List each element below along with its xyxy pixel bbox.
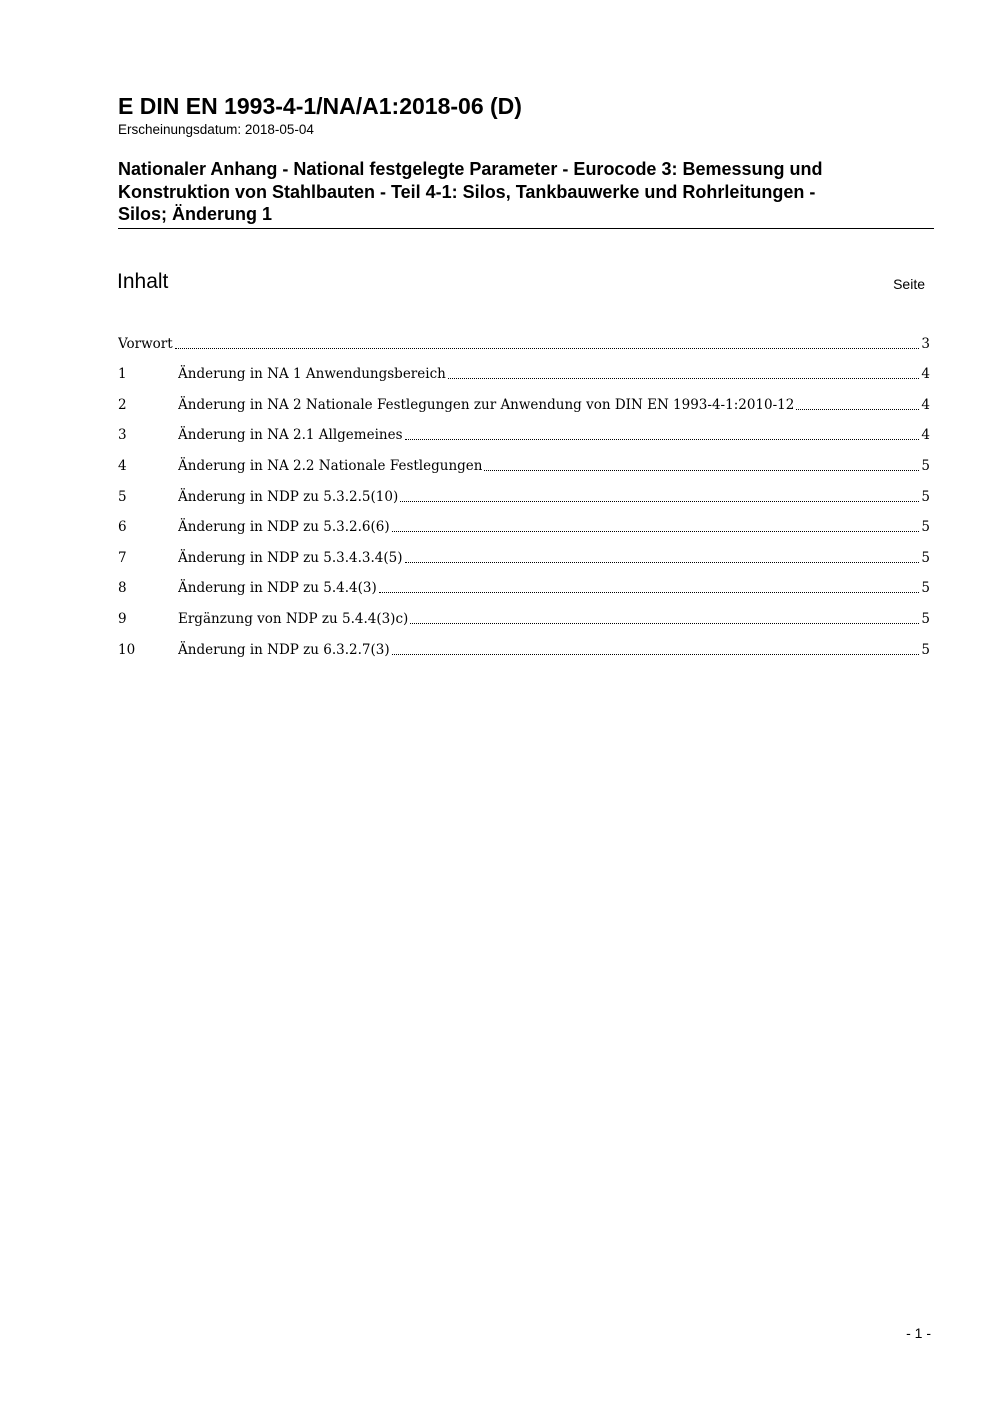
toc-entry-number: 9 bbox=[118, 610, 127, 627]
toc-entry-title: Änderung in NA 1 Anwendungsbereich bbox=[178, 366, 446, 383]
table-of-contents bbox=[118, 322, 930, 659]
toc-entry-page: 4 bbox=[921, 427, 930, 444]
toc-dot-leader bbox=[410, 623, 919, 624]
toc-entry-number: 4 bbox=[118, 457, 127, 474]
document-id: E DIN EN 1993-4-1/NA/A1:2018-06 (D) bbox=[118, 93, 522, 119]
document-title-line: Nationaler Anhang - National festgelegte Parameter - Eurocode 3: Bemessung und bbox=[118, 159, 823, 179]
toc-entry-title: Änderung in NDP zu 5.3.2.6(6) bbox=[178, 519, 390, 536]
toc-entry-number: 8 bbox=[118, 580, 127, 597]
toc-entry-page: 4 bbox=[921, 396, 930, 413]
toc-entry-page: 4 bbox=[921, 366, 930, 383]
toc-entry[interactable] bbox=[118, 444, 930, 475]
toc-dot-leader bbox=[392, 531, 920, 532]
toc-entry-number: 5 bbox=[118, 488, 127, 505]
toc-entry[interactable] bbox=[118, 475, 930, 506]
toc-entry-title: Änderung in NDP zu 5.4.4(3) bbox=[178, 580, 377, 597]
toc-dot-leader bbox=[379, 592, 920, 593]
toc-entry[interactable] bbox=[118, 536, 930, 567]
document-title-line: Konstruktion von Stahlbauten - Teil 4-1: Silos, Tankbauwerke und Rohrleitungen - bbox=[118, 181, 816, 202]
toc-entry[interactable] bbox=[118, 628, 930, 659]
toc-dot-leader bbox=[175, 348, 920, 349]
toc-dot-leader bbox=[405, 439, 920, 440]
toc-entry-title: Änderung in NA 2.1 Allgemeines bbox=[178, 427, 403, 444]
toc-entry-page: 5 bbox=[921, 641, 930, 658]
toc-entry-page: 5 bbox=[921, 488, 930, 505]
page-number: - 1 - bbox=[906, 1325, 931, 1341]
toc-entry[interactable] bbox=[118, 506, 930, 537]
toc-entry[interactable] bbox=[118, 414, 930, 445]
toc-entry[interactable] bbox=[118, 383, 930, 414]
toc-dot-leader bbox=[405, 562, 920, 563]
toc-entry[interactable] bbox=[118, 353, 930, 384]
toc-entry-title: Vorwort bbox=[118, 335, 173, 352]
toc-entry-title: Änderung in NDP zu 6.3.2.7(3) bbox=[178, 641, 390, 658]
toc-entry[interactable] bbox=[118, 322, 930, 353]
toc-dot-leader bbox=[796, 409, 919, 410]
toc-entry-page: 5 bbox=[921, 610, 930, 627]
toc-entry-page: 5 bbox=[921, 519, 930, 536]
toc-entry-title: Änderung in NA 2.2 Nationale Festlegungen bbox=[178, 457, 483, 474]
publication-date: Erscheinungsdatum: 2018-05-04 bbox=[118, 122, 314, 137]
toc-entry-number: 6 bbox=[118, 519, 127, 536]
toc-page-column-heading: Seite bbox=[893, 276, 925, 292]
toc-dot-leader bbox=[448, 378, 920, 379]
title-divider bbox=[118, 228, 934, 229]
toc-entry-number: 10 bbox=[118, 641, 136, 658]
toc-dot-leader bbox=[392, 654, 920, 655]
toc-heading: Inhalt bbox=[117, 270, 169, 293]
toc-entry-number: 7 bbox=[118, 549, 127, 566]
toc-entry-number: 1 bbox=[118, 366, 127, 383]
toc-dot-leader bbox=[400, 501, 919, 502]
toc-dot-leader bbox=[484, 470, 919, 471]
toc-entry-title: Änderung in NDP zu 5.3.4.3.4(5) bbox=[178, 549, 403, 566]
toc-entry-page: 5 bbox=[921, 580, 930, 597]
document-title-line: Silos; Änderung 1 bbox=[118, 204, 273, 224]
toc-entry-page: 5 bbox=[921, 549, 930, 566]
toc-entry-page: 5 bbox=[921, 457, 930, 474]
toc-entry-page: 3 bbox=[921, 335, 930, 352]
toc-entry-title: Ergänzung von NDP zu 5.4.4(3)c) bbox=[178, 610, 409, 627]
toc-entry-title: Änderung in NA 2 Nationale Festlegungen zur Anwendung von DIN EN 1993-4-1:2010-12 bbox=[178, 396, 795, 413]
toc-entry-number: 3 bbox=[118, 427, 127, 444]
toc-entry[interactable] bbox=[118, 567, 930, 598]
toc-entry[interactable] bbox=[118, 597, 930, 628]
toc-entry-title: Änderung in NDP zu 5.3.2.5(10) bbox=[178, 488, 399, 505]
toc-entry-number: 2 bbox=[118, 396, 127, 413]
document-title bbox=[118, 158, 934, 226]
